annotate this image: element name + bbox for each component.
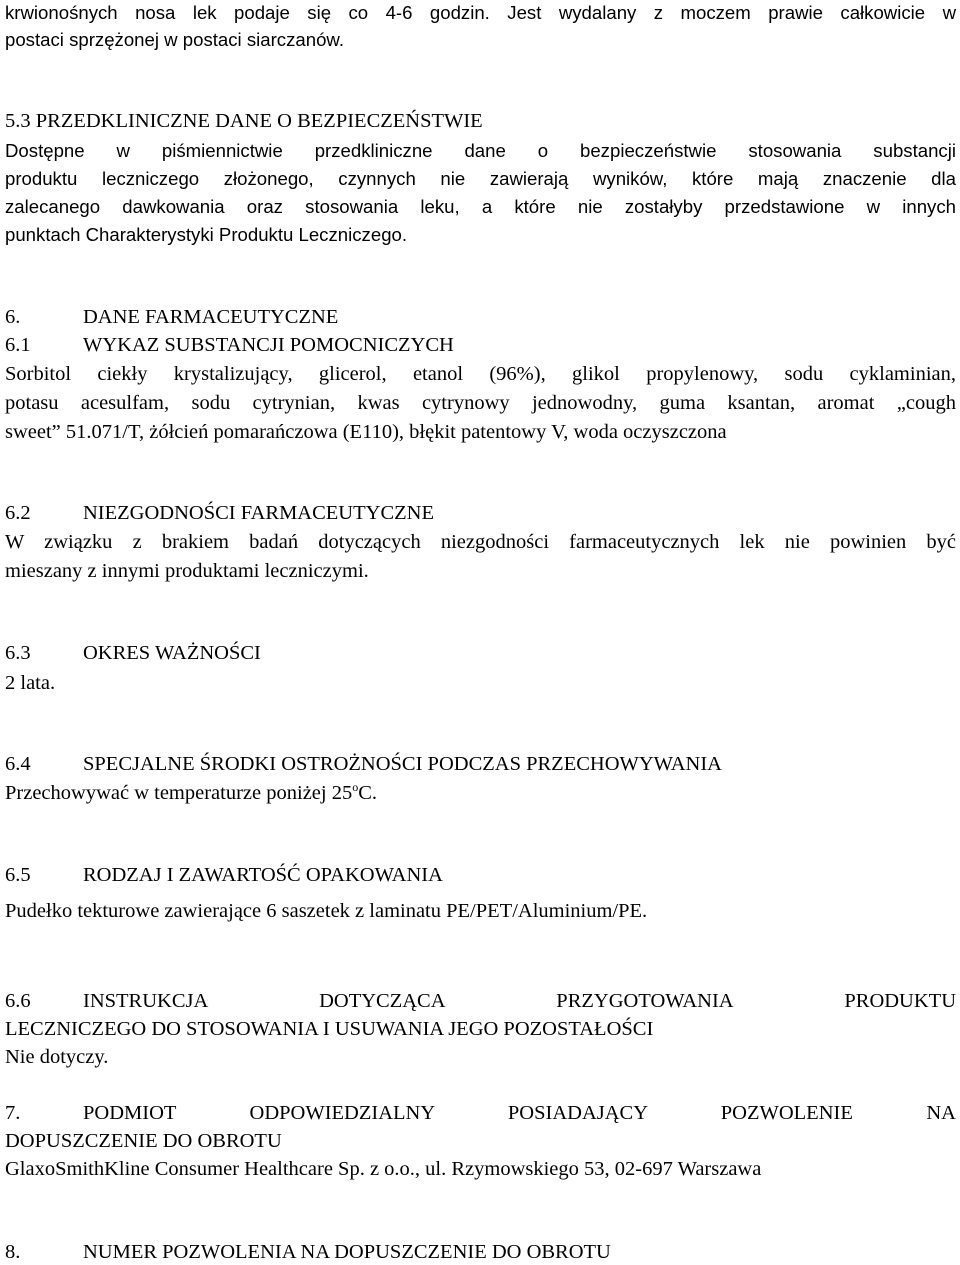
section-5-3-line-2: produktu leczniczego złożonego, czynnych nie zawierają wyników, które mają znaczenie dla bbox=[5, 168, 956, 189]
section-6-1-title: WYKAZ SUBSTANCJI POMOCNICZYCH bbox=[83, 334, 454, 356]
section-6-2-heading bbox=[5, 500, 956, 526]
section-5-3-line-4: punktach Charakterystyki Produktu Leczniczego. bbox=[5, 224, 408, 245]
section-6-2-line-2: mieszany z innymi produktami leczniczymi. bbox=[5, 560, 369, 582]
section-6-6-title-line-1: INSTRUKCJA DOTYCZĄCA PRZYGOTOWANIA PRODUKTU bbox=[83, 990, 956, 1012]
section-8-heading bbox=[5, 1239, 956, 1265]
section-5-3-heading: 5.3 PRZEDKLINICZNE DANE O BEZPIECZEŃSTWIE bbox=[5, 110, 483, 132]
section-6-4-line-1 bbox=[5, 780, 956, 806]
section-6-heading bbox=[5, 304, 956, 330]
section-6-1-number: 6.1 bbox=[5, 334, 31, 356]
section-6-number: 6. bbox=[5, 306, 21, 328]
section-7-title-line-2: DOPUSZCZENIE DO OBROTU bbox=[5, 1130, 282, 1152]
section-6-6-heading bbox=[5, 988, 956, 1014]
section-6-2-line-1: W związku z brakiem badań dotyczących niezgodności farmaceutycznych lek nie powinien być bbox=[5, 531, 956, 553]
section-8-number: 8. bbox=[5, 1241, 21, 1263]
section-6-2-number: 6.2 bbox=[5, 502, 31, 524]
section-6-1-line-2: potasu acesulfam, sodu cytrynian, kwas cytrynowy jednowodny, guma ksantan, aromat „cough bbox=[5, 392, 956, 414]
section-6-2-title: NIEZGODNOŚCI FARMACEUTYCZNE bbox=[83, 502, 434, 524]
intro-line-1: krwionośnych nosa lek podaje się co 4-6 godzin. Jest wydalany z moczem prawie całkowicie w bbox=[5, 2, 956, 23]
section-6-4-heading bbox=[5, 751, 956, 777]
section-6-6-title-line-2: LECZNICZEGO DO STOSOWANIA I USUWANIA JEGO POZOSTAŁOŚCI bbox=[5, 1018, 654, 1040]
section-6-6-number: 6.6 bbox=[5, 990, 31, 1012]
section-6-5-line-1: Pudełko tekturowe zawierające 6 saszetek z laminatu PE/PET/Aluminium/PE. bbox=[5, 900, 648, 922]
section-6-5-heading bbox=[5, 862, 956, 888]
section-6-6-line-1: Nie dotyczy. bbox=[5, 1046, 109, 1068]
storage-unit: C. bbox=[358, 782, 378, 804]
section-7-line-1: GlaxoSmithKline Consumer Healthcare Sp. z o.o., ul. Rzymowskiego 53, 02-697 Warszawa bbox=[5, 1158, 762, 1180]
section-6-3-number: 6.3 bbox=[5, 642, 31, 664]
section-7-heading bbox=[5, 1100, 956, 1126]
section-5-3-line-1: Dostępne w piśmiennictwie przedkliniczne dane o bezpieczeństwie stosowania substancji bbox=[5, 140, 956, 161]
section-7-title-line-1: PODMIOT ODPOWIEDZIALNY POSIADAJĄCY POZWOLENIE NA bbox=[83, 1102, 956, 1124]
section-6-1-heading bbox=[5, 332, 956, 358]
section-6-1-line-3: sweet” 51.071/T, żółcień pomarańczowa (E110), błękit patentowy V, woda oczyszczona bbox=[5, 421, 727, 443]
section-6-5-number: 6.5 bbox=[5, 864, 31, 886]
section-5-3-line-3: zalecanego dawkowania oraz stosowania leku, a które nie zostałyby przedstawione w innych bbox=[5, 196, 956, 217]
section-6-4-title: SPECJALNE ŚRODKI OSTROŻNOŚCI PODCZAS PRZECHOWYWANIA bbox=[83, 753, 722, 775]
section-6-3-heading bbox=[5, 640, 956, 666]
degree-superscript: o bbox=[352, 780, 359, 794]
section-6-3-title: OKRES WAŻNOŚCI bbox=[83, 642, 261, 664]
section-8-title: NUMER POZWOLENIA NA DOPUSZCZENIE DO OBROTU bbox=[83, 1241, 611, 1263]
section-6-3-line-1: 2 lata. bbox=[5, 672, 56, 694]
section-6-1-line-1: Sorbitol ciekły krystalizujący, glicerol, etanol (96%), glikol propylenowy, sodu cyklaminian, bbox=[5, 363, 956, 385]
section-6-5-title: RODZAJ I ZAWARTOŚĆ OPAKOWANIA bbox=[83, 864, 443, 886]
section-6-title: DANE FARMACEUTYCZNE bbox=[83, 306, 339, 328]
section-6-4-number: 6.4 bbox=[5, 753, 31, 775]
storage-text: Przechowywać w temperaturze poniżej 25 bbox=[5, 782, 353, 804]
section-7-number: 7. bbox=[5, 1102, 21, 1124]
intro-line-2: postaci sprzężonej w postaci siarczanów. bbox=[5, 29, 344, 50]
